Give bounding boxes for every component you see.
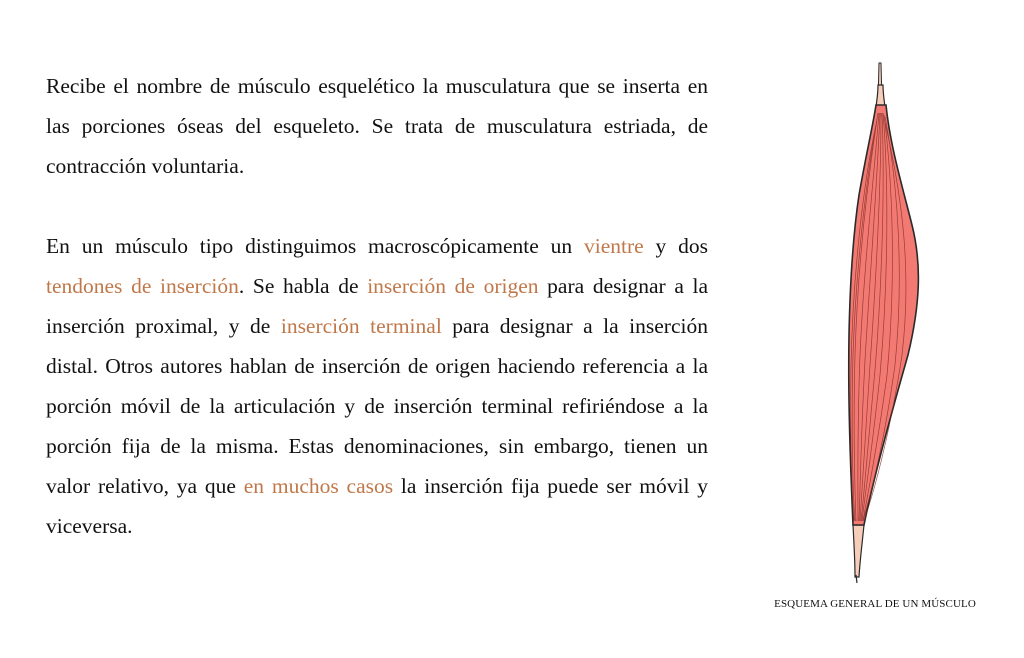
figure-caption: ESQUEMA GENERAL DE UN MÚSCULO: [774, 598, 976, 610]
text-segment: la inserción fija puede ser móvil y viceversa.: [46, 474, 708, 538]
paragraph-definition: [46, 66, 708, 186]
term-en-muchos-casos: en muchos casos: [243, 474, 394, 498]
muscle-figure: [740, 55, 1010, 635]
term-insercion-de-origen: inserción de origen: [367, 274, 539, 298]
text-segment: para designar a la inserción proximal, y de: [46, 274, 709, 338]
paragraph-definition-text: Recibe el nombre de músculo esquelético la musculatura que se inserta en las porciones óseas del esqueleto. Se trata de musculatura estriada, de contracción voluntaria.: [46, 74, 708, 178]
term-vientre: vientre: [583, 234, 644, 258]
text-segment: y dos: [643, 234, 708, 258]
term-insercion-terminal: inserción terminal: [280, 314, 442, 338]
bottom-tendon: [853, 525, 864, 577]
text-segment: . Se habla de: [238, 274, 368, 298]
text-segment: En un músculo tipo distinguimos macroscópicamente un: [46, 234, 584, 258]
muscle-belly: [849, 105, 919, 525]
top-tendon-base: [876, 85, 885, 107]
text-segment: para designar a la inserción distal. Otros autores hablan de inserción de origen haciendo referencia a la porción móvil de la articulación y de inserción terminal refiriéndose a la porción fija de la misma. Estas denominaciones, sin embargo, tienen un valor relativo, ya que: [46, 314, 708, 498]
paragraph-structure: [46, 226, 708, 546]
muscle-illustration: [740, 55, 1010, 595]
body-text: [46, 66, 708, 546]
term-tendones-de-insercion: tendones de inserción: [46, 274, 239, 298]
